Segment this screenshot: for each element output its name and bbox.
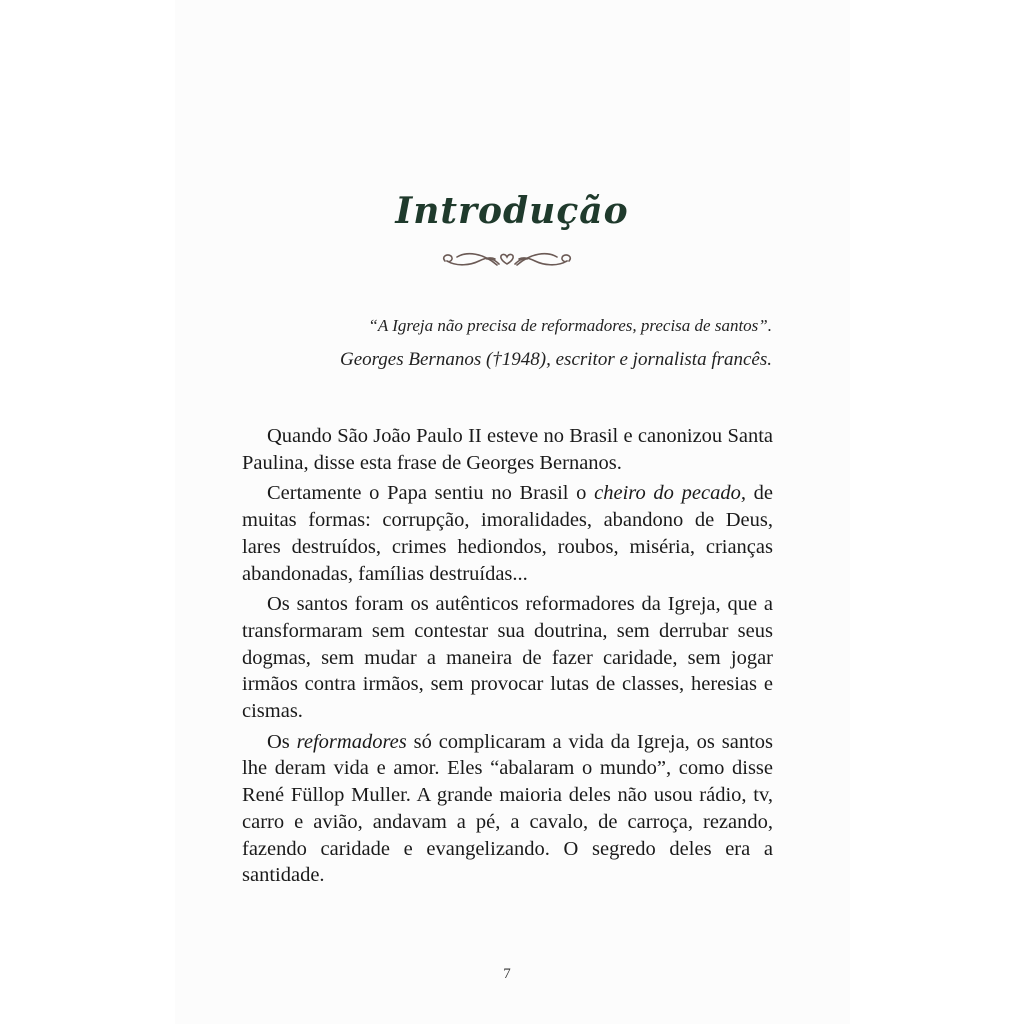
paragraph-4-end: só complicaram a vida da Igreja, os santos lhe deram vida e amor. Eles “abalaram o mundo”, como disse René Füllop Muller. A grande maioria deles não usou rádio, tv, carro e avião, andavam a pé, a cavalo, de carroça, rezando, fazendo caridade e evangelizando. O segredo deles era a santidade. bbox=[242, 730, 773, 887]
chapter-body bbox=[242, 423, 773, 893]
paragraph-1: Quando São João Paulo II esteve no Brasil e canonizou Santa Paulina, disse esta frase de Georges Bernanos. bbox=[242, 425, 773, 474]
epigraph-quote: “A Igreja não precisa de reformadores, precisa de santos”. bbox=[368, 316, 772, 335]
chapter-title: Introdução bbox=[395, 190, 629, 232]
flourish-divider-icon bbox=[437, 247, 577, 273]
paragraph-2-end: de muitas formas: corrupção, imoralidades, abandono de Deus, lares destruídos, crimes hediondos, roubos, miséria, crianças abandonadas, famílias destruídas... bbox=[242, 482, 773, 585]
paragraph-4 bbox=[242, 729, 773, 889]
paragraph-3: Os santos foram os autênticos reformadores da Igreja, que a transformaram sem contestar sua doutrina, sem derrubar seus dogmas, sem mudar a maneira de fazer caridade, sem jogar irmãos contra irmãos, sem provocar lutas de classes, heresias e cismas. bbox=[242, 593, 773, 723]
epigraph-attribution: Georges Bernanos (†1948), escritor e jornalista francês. bbox=[339, 349, 772, 370]
paragraph-4-start: Os bbox=[267, 730, 297, 753]
emphasis-cheiro-do-pecado: cheiro do pecado, bbox=[594, 482, 746, 505]
paragraph-2-start: Certamente o Papa sentiu no Brasil o bbox=[267, 482, 595, 505]
page-number: 7 bbox=[503, 966, 511, 982]
paragraph-2 bbox=[242, 480, 773, 587]
emphasis-reformadores: reformadores bbox=[296, 730, 407, 753]
